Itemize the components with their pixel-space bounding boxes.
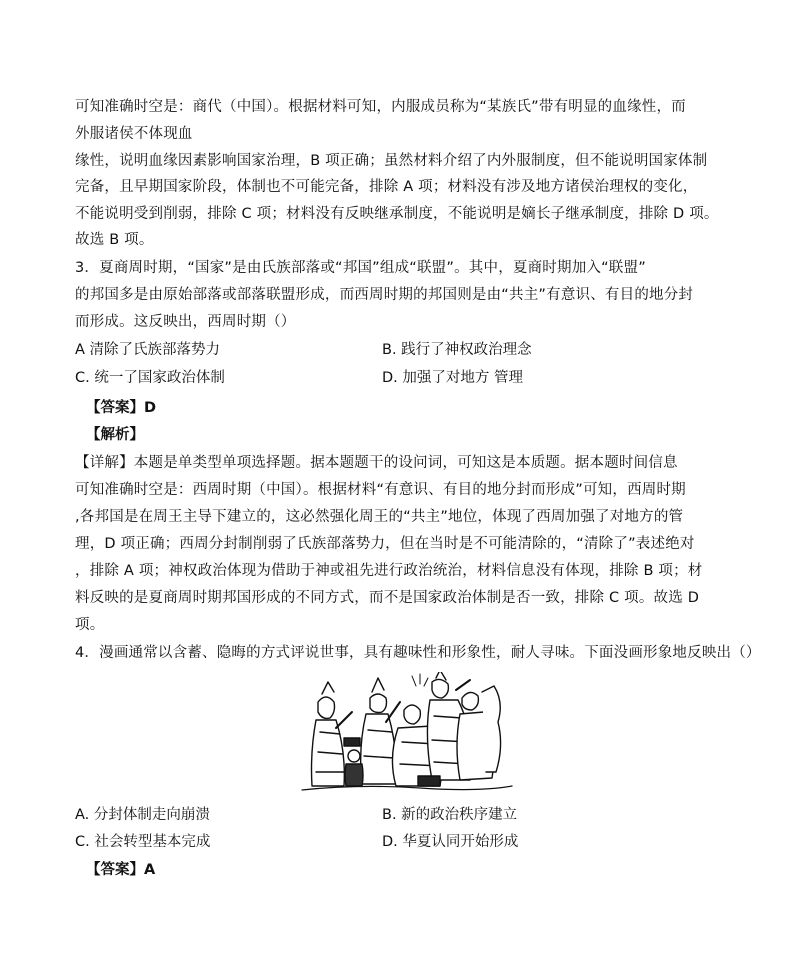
q3-detail-line-3: ,各邦国是在周王主导下建立的，这必然强化周王的“共主”地位，体现了西周加强了对地方的管 — [75, 509, 684, 525]
q3-detail-line-7: 项。 — [75, 617, 105, 633]
q2-analysis-line-1: 可知准确时空是：商代（中国）。根据材料可知，内服成员称为“某族氏”带有明显的血缘性，而 — [75, 99, 686, 115]
q3-detail-line-4: 理，D 项正确；西周分封制削弱了氏族部落势力，但在当时是不可能清除的，“清除了”表述绝对 — [75, 536, 695, 552]
q3-option-a: A 清除了氏族部落势力 — [75, 342, 221, 358]
q3-stem-line-2: 的邦国多是由原始部落或部落联盟形成，而西周时期的邦国则是由“共主”有意识、有目的地分封 — [75, 287, 694, 303]
q2-analysis-line-3: 缘性，说明血缘因素影响国家治理，B 项正确；虽然材料介绍了内外服制度，但不能说明国家体制 — [75, 153, 708, 169]
q3-detail-line-5: ，排除 A 项；神权政治体现为借助于神或祖先进行政治统治，材料信息没有体现，排除 B 项；材 — [75, 563, 703, 579]
q3-detail-line-1: 【详解】本题是单类型单项选择题。据本题题干的设问词，可知这是本质题。据本题时间信息 — [75, 455, 678, 471]
q4-option-b: B. 新的政治秩序建立 — [382, 807, 518, 823]
q2-analysis-line-6: 故选 B 项。 — [75, 232, 154, 248]
q2-analysis-line-4: 完备，且早期国家阶段，体制也不可能完备，排除 A 项；材料没有涉及地方诸侯治理权的变化， — [75, 179, 698, 195]
q4-stem: 4．漫画通常以含蓄、隐晦的方式评说世事，具有趣味性和形象性，耐人寻味。下面没画形象地反映出（） — [75, 645, 761, 661]
q3-option-d: D. 加强了对地方 管理 — [382, 370, 523, 386]
q3-answer: 【答案】D — [86, 400, 157, 416]
q3-stem-line-3: 而形成。这反映出，西周时期（） — [75, 314, 296, 330]
q3-analysis-tag: 【解析】 — [86, 427, 144, 443]
q2-analysis-line-5: 不能说明受到削弱，排除 C 项；材料没有反映继承制度，不能说明是嫡长子继承制度，排除 D 项。 — [75, 206, 719, 222]
q4-option-a: A. 分封体制走向崩溃 — [75, 807, 210, 823]
q4-option-d: D. 华夏认同开始形成 — [382, 834, 519, 850]
q3-detail-line-6: 料反映的是夏商周时期邦国形成的不同方式，而不是国家政治体制是否一致，排除 C 项。故选 D — [75, 590, 700, 606]
cartoon-illustration — [300, 672, 514, 794]
q3-detail-line-2: 可知准确时空是：西周时期（中国）。根据材料“有意识、有目的地分封而形成”可知，西周时期 — [75, 482, 686, 498]
q4-answer: 【答案】A — [86, 862, 156, 878]
q4-option-c: C. 社会转型基本完成 — [75, 834, 211, 850]
q2-analysis-line-2: 外服诸侯不体现血 — [75, 126, 193, 142]
q3-option-c: C. 统一了国家政治体制 — [75, 370, 225, 386]
q3-stem-line-1: 3．夏商周时期，“国家”是由氏族部落或“邦国”组成“联盟”。其中，夏商时期加入“联盟” — [75, 260, 646, 276]
q3-option-b: B. 践行了神权政治理念 — [382, 342, 532, 358]
